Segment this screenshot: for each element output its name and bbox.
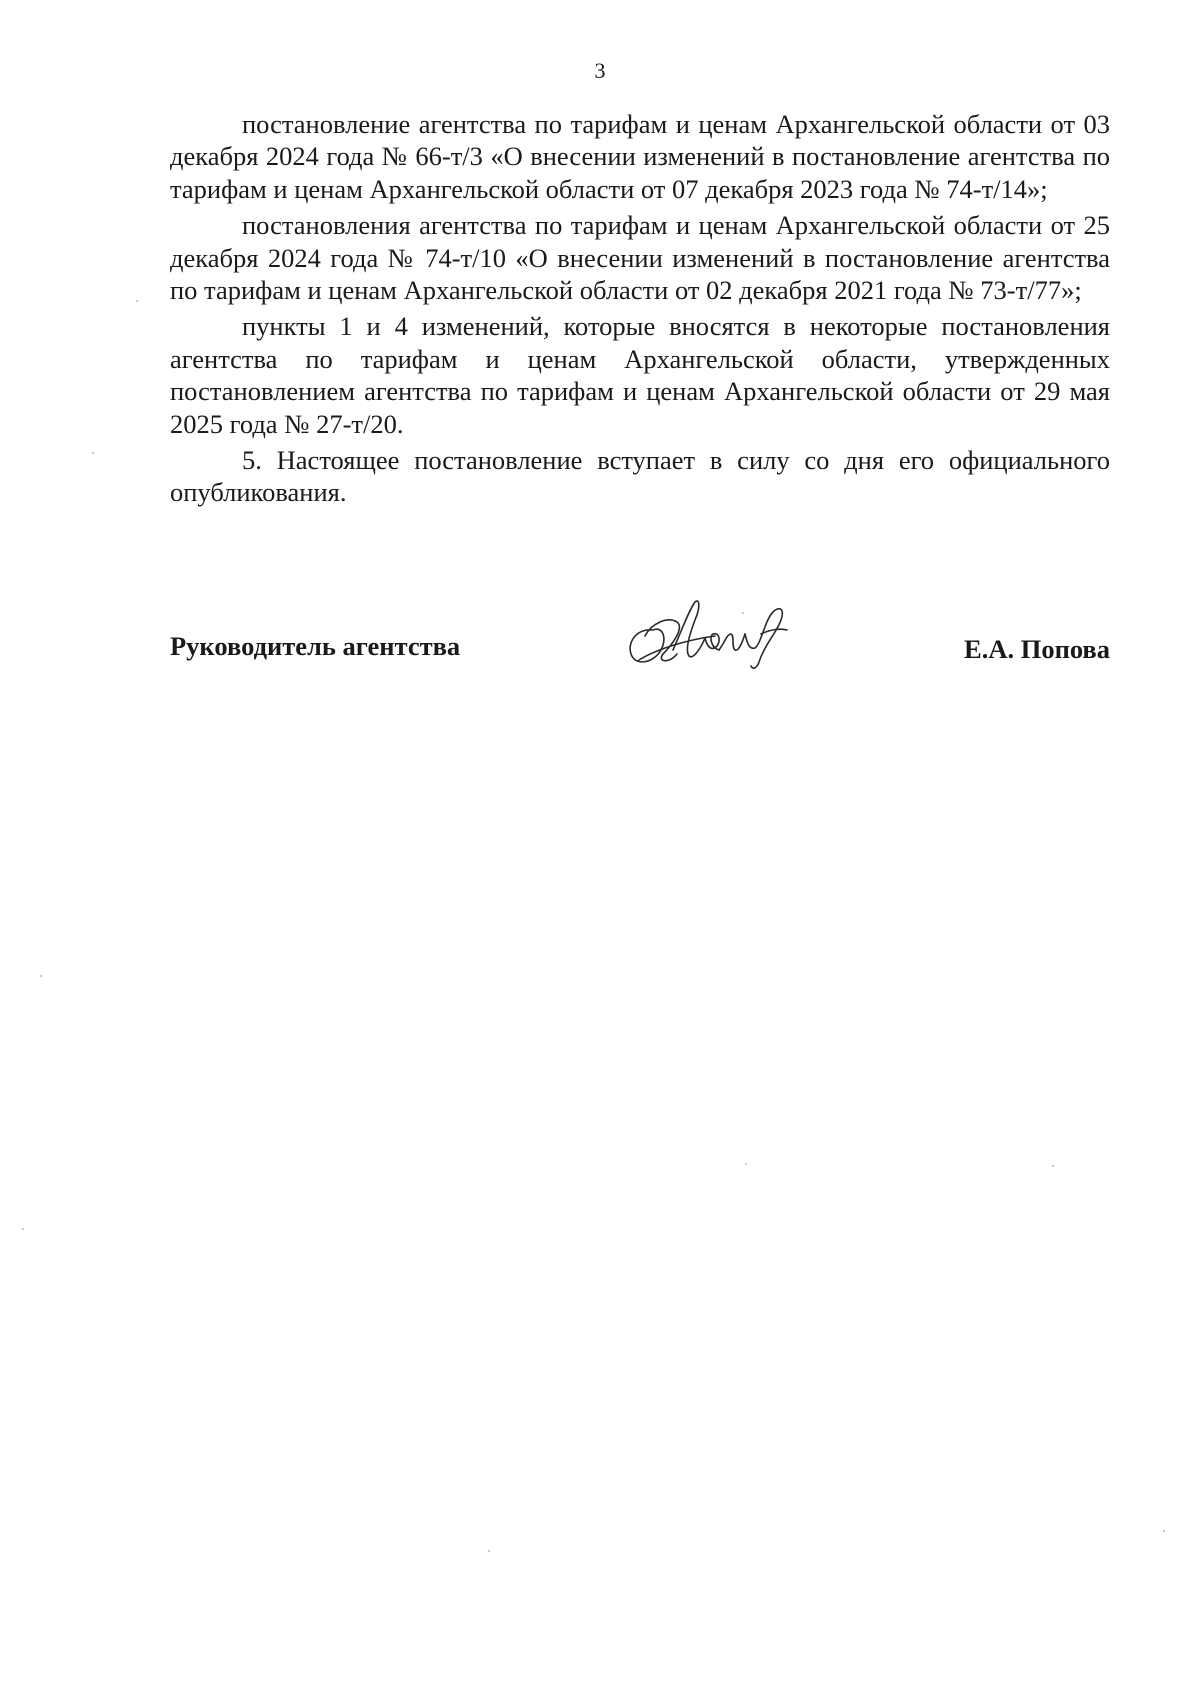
scan-speck [742, 612, 744, 614]
scan-speck [136, 300, 138, 302]
scan-speck [40, 975, 42, 977]
signer-position: Руководитель агентства [170, 631, 461, 661]
paragraph-amendment-66: постановление агентства по тарифам и ценам Архангельской области от 03 декабря 2024 года № 66-т/3 «О внесении изменений в постановление агентства по тарифам и ценам Архангельской области от 07 декабря 2023 года № 74-т/14»; [170, 109, 1110, 204]
signer-name: Е.А. Попова [964, 634, 1110, 664]
paragraph-amendment-74: постановления агентства по тарифам и ценам Архангельской области от 25 декабря 2024 года № 74-т/10 «О внесении изменений в постановление агентства по тарифам и ценам Архангельской области от 02 декабря 2021 года № 73-т/77»; [170, 210, 1110, 306]
scan-speck [1052, 1165, 1054, 1167]
document-body [170, 108, 1110, 513]
handwritten-signature [615, 590, 815, 675]
scan-speck [745, 1163, 747, 1165]
scan-speck [488, 1550, 490, 1552]
paragraph-effective-date: 5. Настоящее постановление вступает в силу со дня его официального опубликования. [170, 445, 1110, 508]
paragraph-amendment-27: пункты 1 и 4 изменений, которые вносятся в некоторые постановления агентства по тарифам и ценам Архангельской области, утвержденных постановлением агентства по тарифам и ценам Архангельской области от 29 мая 2025 года № 27-т/20. [170, 311, 1110, 439]
page-number: 3 [594, 58, 606, 83]
scan-speck [1163, 1530, 1165, 1532]
scan-speck [22, 1228, 24, 1230]
signature-block [170, 590, 1110, 680]
scan-speck [92, 452, 94, 454]
